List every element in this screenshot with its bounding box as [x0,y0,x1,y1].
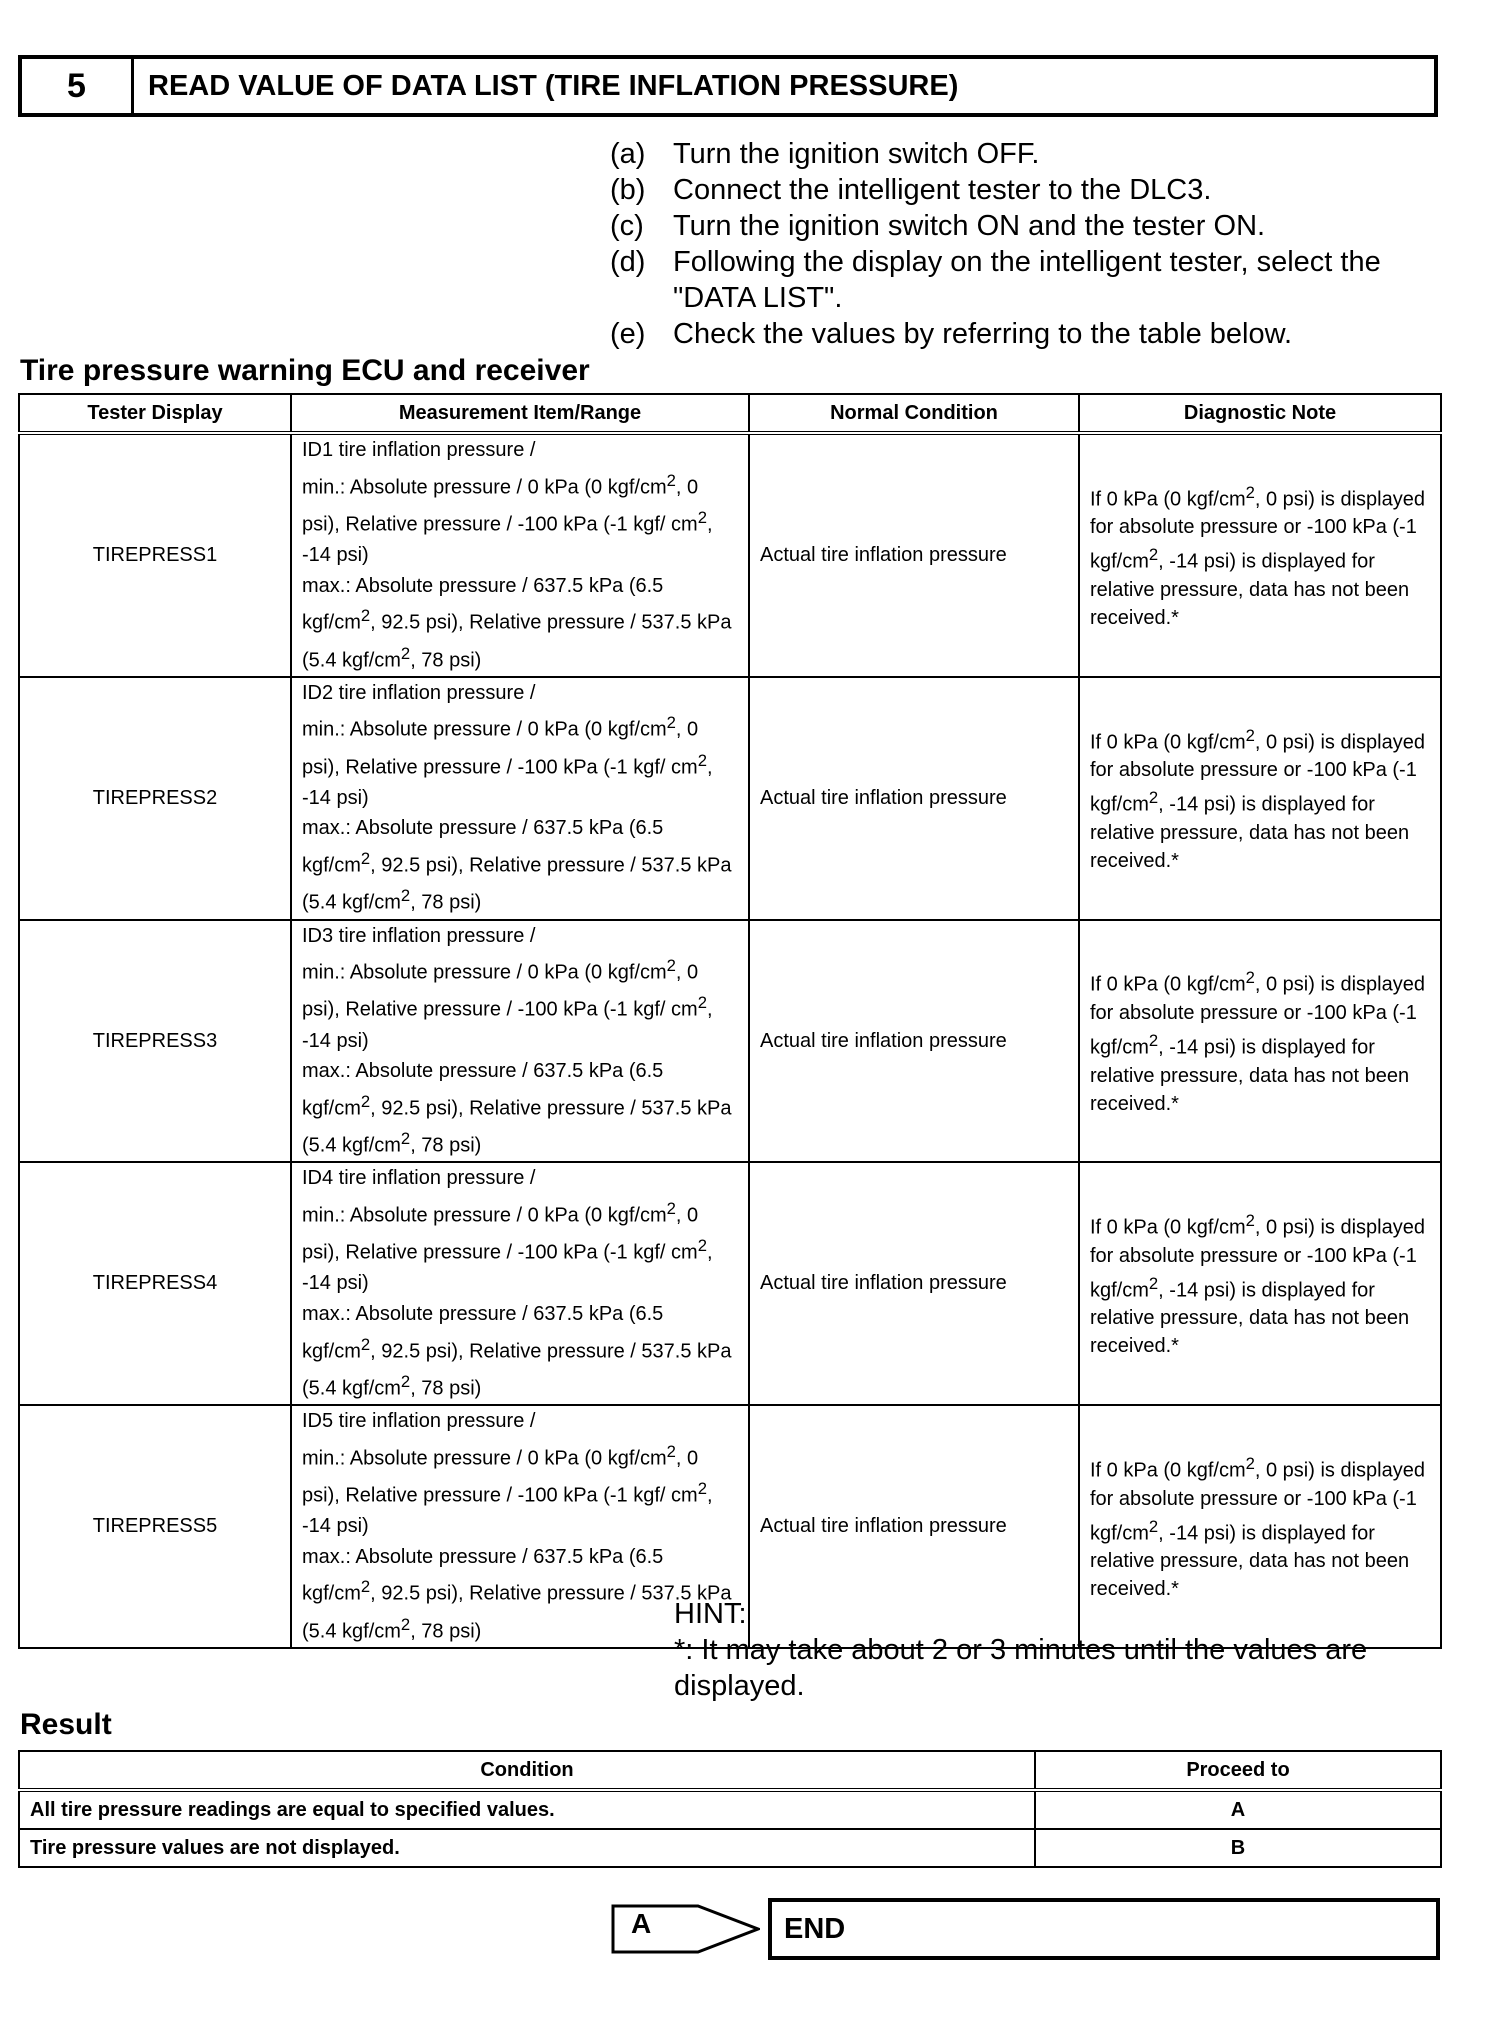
normal-condition-cell [749,1162,1079,1405]
range-min-text: , -14 psi) [302,1241,713,1295]
range-max-text: , 92.5 psi), Relative pressure / 537.5 kPa (5.4 kgf/cm [302,854,732,914]
superscript: 2 [1245,1211,1255,1231]
range-min-text: min.: Absolute pressure / 0 kPa (0 kgf/cm [302,1204,667,1227]
procedure-step-text: Turn the ignition switch OFF. [673,138,1040,170]
superscript: 2 [400,1371,411,1391]
superscript: 2 [1148,1516,1159,1536]
normal-condition-cell [749,677,1079,920]
superscript: 2 [697,1236,707,1256]
range-min-text: , 0 psi), Relative pressure / -100 kPa (-1 kgf/ cm [302,476,699,536]
superscript: 2 [666,470,676,490]
table-row [19,677,1441,920]
range-min-text: , 0 psi), Relative pressure / -100 kPa (-1 kgf/ cm [302,719,699,779]
procedure-step [610,208,1470,244]
diagnostic-note-text: , 0 psi) is displayed for absolute pressure or -100 kPa (-1 kgf/cm [1090,1216,1425,1302]
superscript: 2 [360,1577,371,1597]
range-max-text: , 92.5 psi), Relative pressure / 537.5 kPa (5.4 kgf/cm [302,1097,732,1157]
measurement-cell [291,1162,749,1405]
diagnostic-note-cell [1079,433,1441,677]
condition-cell: All tire pressure readings are equal to specified values. [19,1790,1035,1829]
superscript: 2 [666,713,676,733]
tester-display-cell [19,1405,291,1648]
procedure-step-label: (b) [610,174,646,206]
superscript: 2 [400,643,411,663]
procedure-step [610,136,1470,172]
procedure-step [610,172,1470,208]
table-header-row [19,394,1441,433]
proceed-cell: A [1035,1790,1441,1829]
range-min-text: min.: Absolute pressure / 0 kPa (0 kgf/cm [302,719,667,742]
range-max-text: , 78 psi) [410,649,482,672]
procedure-step-text: Connect the intelligent tester to the DLC3. [673,174,1212,206]
range-max-text: max.: Absolute pressure / 637.5 kPa (6.5 kgf/cm [302,574,664,634]
tester-display: TIREPRESS1 [92,544,218,567]
diagnostic-note-text: , 0 psi) is displayed for absolute pressure or -100 kPa (-1 kgf/cm [1090,973,1425,1059]
superscript: 2 [360,1334,371,1354]
superscript: 2 [697,993,707,1013]
procedure-step-label: (c) [610,210,644,242]
diagnostic-note-text: , 0 psi) is displayed for absolute pressure or -100 kPa (-1 kgf/cm [1090,488,1425,574]
diagnostic-note-text: , -14 psi) is displayed for relative pressure, data has not been received.* [1090,793,1410,872]
hint-block [674,1596,1434,1704]
diagnostic-note-text: , 0 psi) is displayed for absolute pressure or -100 kPa (-1 kgf/cm [1090,1459,1425,1545]
range-min-text: , 0 psi), Relative pressure / -100 kPa (-1 kgf/ cm [302,1204,699,1264]
normal-condition: Actual tire inflation pressure [760,1515,1007,1538]
result-table [18,1750,1442,1868]
nav-letter: A [631,1908,652,1939]
column-header: Normal Condition [749,394,1079,433]
measurement-item: ID3 tire inflation pressure / [302,924,536,947]
table-row [19,1162,1441,1405]
superscript: 2 [1148,1273,1159,1293]
procedure-step-label: (e) [610,318,646,350]
diagnostic-note-text: If 0 kPa (0 kgf/cm [1090,731,1246,754]
superscript: 2 [666,1441,676,1461]
range-max-text: max.: Absolute pressure / 637.5 kPa (6.5 kgf/cm [302,1060,664,1120]
range-max-text: , 92.5 psi), Relative pressure / 537.5 kPa (5.4 kgf/cm [302,1340,732,1400]
superscript: 2 [400,1614,411,1634]
step-number: 5 [22,59,134,113]
normal-condition: Actual tire inflation pressure [760,544,1007,567]
table-row [19,1829,1441,1867]
superscript: 2 [1148,1030,1159,1050]
range-min-text: , -14 psi) [302,513,713,567]
diagnostic-note-text: If 0 kPa (0 kgf/cm [1090,1459,1246,1482]
diagnostic-note-text: If 0 kPa (0 kgf/cm [1090,488,1246,511]
diagnostic-note-text: If 0 kPa (0 kgf/cm [1090,973,1246,996]
superscript: 2 [1245,1453,1255,1473]
measurement-item: ID5 tire inflation pressure / [302,1410,536,1433]
procedure-step-label: (a) [610,138,646,170]
range-min-text: , 0 psi), Relative pressure / -100 kPa (-1 kgf/ cm [302,1447,699,1507]
procedure-step-label: (d) [610,246,646,278]
range-min-text: min.: Absolute pressure / 0 kPa (0 kgf/cm [302,476,667,499]
hint-text: *: It may take about 2 or 3 minutes until the values are displayed. [674,1634,1368,1702]
diagnostic-note-text: , 0 psi) is displayed for absolute pressure or -100 kPa (-1 kgf/cm [1090,731,1425,816]
procedure-step-text: Check the values by referring to the table below. [673,318,1293,350]
tester-display: TIREPRESS3 [92,1029,218,1052]
range-max-text: max.: Absolute pressure / 637.5 kPa (6.5 kgf/cm [302,1545,664,1606]
column-header: Proceed to [1035,1751,1441,1790]
range-min-text: , -14 psi) [302,999,713,1052]
step-header [18,55,1438,117]
diagnostic-note-text: , -14 psi) is displayed for relative pressure, data has not been received.* [1090,551,1410,630]
result-navigation [610,1898,1440,1960]
measurement-cell [291,920,749,1163]
normal-condition-cell [749,433,1079,677]
measurement-cell [291,433,749,677]
diagnostic-note-text: , -14 psi) is displayed for relative pressure, data has not been received.* [1090,1036,1410,1115]
table-heading: Tire pressure warning ECU and receiver [20,354,590,387]
table-header-row [19,1751,1441,1790]
range-min-text: min.: Absolute pressure / 0 kPa (0 kgf/cm [302,961,667,984]
diagnostic-note-text: If 0 kPa (0 kgf/cm [1090,1216,1246,1239]
step-title: READ VALUE OF DATA LIST (TIRE INFLATION PRESSURE) [148,69,959,102]
range-max-text: , 78 psi) [410,891,482,914]
table-row [19,920,1441,1163]
superscript: 2 [1245,482,1255,502]
range-max-text: , 78 psi) [410,1620,482,1643]
measurement-item: ID2 tire inflation pressure / [302,681,536,704]
superscript: 2 [666,1198,676,1218]
superscript: 2 [1245,725,1255,745]
table-row [19,1790,1441,1829]
superscript: 2 [400,1129,411,1149]
procedure-step-text: Turn the ignition switch ON and the tester ON. [673,210,1266,242]
column-header: Measurement Item/Range [291,394,749,433]
proceed-cell: B [1035,1829,1441,1867]
range-min-text: , 0 psi), Relative pressure / -100 kPa (-1 kgf/ cm [302,961,699,1022]
diagnostic-note-text: , -14 psi) is displayed for relative pressure, data has not been received.* [1090,1279,1410,1358]
result-heading: Result [20,1708,112,1741]
tester-display: TIREPRESS2 [92,786,218,809]
range-min-text: , -14 psi) [302,1484,713,1538]
superscript: 2 [666,956,676,976]
normal-condition: Actual tire inflation pressure [760,1272,1007,1295]
procedure-step [610,244,1470,316]
range-min-text: , -14 psi) [302,756,713,809]
column-header: Diagnostic Note [1079,394,1441,433]
diagnostic-note-cell [1079,677,1441,920]
superscript: 2 [1148,788,1159,808]
condition-cell: Tire pressure values are not displayed. [19,1829,1035,1867]
superscript: 2 [697,507,707,527]
normal-condition: Actual tire inflation pressure [760,1029,1007,1052]
data-list-table [18,393,1442,1649]
range-max-text: , 78 psi) [410,1134,482,1157]
superscript: 2 [400,886,411,906]
superscript: 2 [360,606,371,626]
normal-condition: Actual tire inflation pressure [760,786,1007,809]
diagnostic-note-text: , -14 psi) is displayed for relative pressure, data has not been received.* [1090,1522,1410,1601]
tester-display: TIREPRESS4 [92,1272,218,1295]
measurement-item: ID4 tire inflation pressure / [302,1167,536,1190]
range-min-text: min.: Absolute pressure / 0 kPa (0 kgf/cm [302,1447,667,1470]
range-max-text: max.: Absolute pressure / 637.5 kPa (6.5 kgf/cm [302,1303,664,1363]
procedure-list [610,136,1470,352]
superscript: 2 [697,1478,707,1498]
measurement-cell [291,677,749,920]
range-max-text: , 92.5 psi), Relative pressure / 537.5 kPa (5.4 kgf/cm [302,611,732,672]
procedure-step [610,316,1470,352]
column-header: Condition [19,1751,1035,1790]
table-row [19,433,1441,677]
procedure-step-text: Following the display on the intelligent tester, select the "DATA LIST". [673,246,1381,314]
tester-display-cell [19,677,291,920]
tester-display: TIREPRESS5 [92,1515,218,1538]
diagnostic-note-cell [1079,1162,1441,1405]
range-max-text: max.: Absolute pressure / 637.5 kPa (6.5 kgf/cm [302,817,664,877]
superscript: 2 [360,1091,371,1111]
tester-display-cell [19,920,291,1163]
superscript: 2 [1148,545,1159,565]
superscript: 2 [1245,968,1255,988]
superscript: 2 [697,750,707,770]
tester-display-cell [19,433,291,677]
tester-display-cell [19,1162,291,1405]
range-max-text: , 92.5 psi), Relative pressure / 537.5 kPa (5.4 kgf/cm [302,1583,732,1643]
diagnostic-note-cell [1079,920,1441,1163]
hint-label: HINT: [674,1598,747,1630]
column-header: Tester Display [19,394,291,433]
superscript: 2 [360,849,371,869]
normal-condition-cell [749,920,1079,1163]
end-box: END [768,1898,1440,1960]
measurement-item: ID1 tire inflation pressure / [302,439,536,461]
range-max-text: , 78 psi) [410,1377,482,1400]
